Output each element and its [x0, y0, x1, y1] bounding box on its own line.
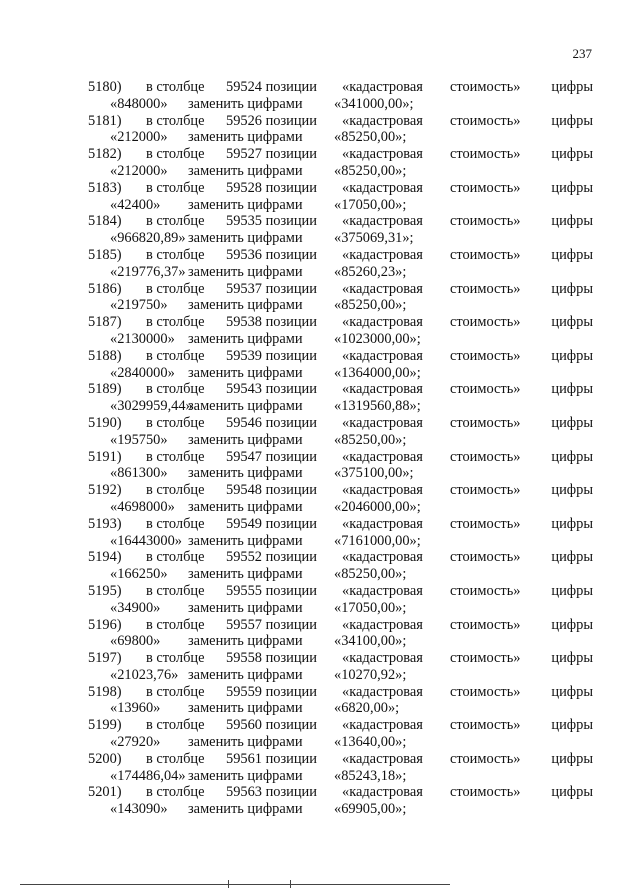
- digits-word: цифры: [551, 347, 593, 364]
- entry-line2: [88, 297, 593, 314]
- amendment-entry: [88, 684, 593, 718]
- old-value: «34900»: [110, 599, 161, 616]
- column-word: в столбце: [146, 683, 205, 700]
- new-value: «34100,00»;: [334, 633, 407, 650]
- cost-word: стоимость»: [450, 280, 521, 297]
- cost-word: стоимость»: [450, 650, 521, 667]
- amendment-entry: [88, 79, 593, 113]
- cadastral-word: «кадастровая: [342, 750, 423, 767]
- entry-line1: [88, 381, 593, 398]
- position-code: 59563 позиции: [226, 784, 317, 801]
- entry-line2: [88, 197, 593, 214]
- old-value: «212000»: [110, 129, 168, 146]
- new-value: «85250,00»;: [334, 129, 407, 146]
- entry-number: 5196): [88, 616, 122, 633]
- digits-word: цифры: [551, 280, 593, 297]
- cadastral-word: «кадастровая: [342, 314, 423, 331]
- new-value: «13640,00»;: [334, 734, 407, 751]
- replace-phrase: заменить цифрами: [188, 599, 303, 616]
- entry-number: 5184): [88, 213, 122, 230]
- new-value: «85250,00»;: [334, 297, 407, 314]
- entry-number: 5188): [88, 347, 122, 364]
- replace-phrase: заменить цифрами: [188, 297, 303, 314]
- new-value: «375100,00»;: [334, 465, 414, 482]
- digits-word: цифры: [551, 784, 593, 801]
- entry-line1: [88, 348, 593, 365]
- replace-phrase: заменить цифрами: [188, 767, 303, 784]
- entry-line1: [88, 650, 593, 667]
- position-code: 59555 позиции: [226, 582, 317, 599]
- old-value: «219750»: [110, 297, 168, 314]
- digits-word: цифры: [551, 482, 593, 499]
- column-word: в столбце: [146, 750, 205, 767]
- old-value: «861300»: [110, 465, 168, 482]
- cadastral-word: «кадастровая: [342, 280, 423, 297]
- replace-phrase: заменить цифрами: [188, 398, 303, 415]
- replace-phrase: заменить цифрами: [188, 465, 303, 482]
- entry-number: 5190): [88, 414, 122, 431]
- amendment-entry: [88, 449, 593, 483]
- cadastral-word: «кадастровая: [342, 683, 423, 700]
- column-word: в столбце: [146, 146, 205, 163]
- amendment-entry: [88, 583, 593, 617]
- position-code: 59535 позиции: [226, 213, 317, 230]
- entry-number: 5200): [88, 750, 122, 767]
- cadastral-word: «кадастровая: [342, 515, 423, 532]
- cost-word: стоимость»: [450, 347, 521, 364]
- column-word: в столбце: [146, 381, 205, 398]
- position-code: 59557 позиции: [226, 616, 317, 633]
- cost-word: стоимость»: [450, 683, 521, 700]
- entry-line1: [88, 281, 593, 298]
- entry-number: 5191): [88, 448, 122, 465]
- old-value: «195750»: [110, 431, 168, 448]
- column-word: в столбце: [146, 549, 205, 566]
- cost-word: стоимость»: [450, 414, 521, 431]
- column-word: в столбце: [146, 280, 205, 297]
- old-value: «848000»: [110, 95, 168, 112]
- amendment-entry: [88, 281, 593, 315]
- amendment-entry: [88, 415, 593, 449]
- entry-line1: [88, 482, 593, 499]
- position-code: 59561 позиции: [226, 750, 317, 767]
- replace-phrase: заменить цифрами: [188, 700, 303, 717]
- entry-line2: [88, 163, 593, 180]
- replace-phrase: заменить цифрами: [188, 95, 303, 112]
- column-word: в столбце: [146, 784, 205, 801]
- column-word: в столбце: [146, 347, 205, 364]
- column-word: в столбце: [146, 179, 205, 196]
- digits-word: цифры: [551, 582, 593, 599]
- entry-line1: [88, 549, 593, 566]
- amendment-entry: [88, 516, 593, 550]
- new-value: «10270,92»;: [334, 666, 407, 683]
- old-value: «42400»: [110, 196, 161, 213]
- new-value: «6820,00»;: [334, 700, 400, 717]
- amendment-entry: [88, 549, 593, 583]
- old-value: «13960»: [110, 700, 161, 717]
- entry-line2: [88, 566, 593, 583]
- entry-line1: [88, 751, 593, 768]
- digits-word: цифры: [551, 314, 593, 331]
- amendment-entry: [88, 146, 593, 180]
- entry-line1: [88, 583, 593, 600]
- position-code: 59547 позиции: [226, 448, 317, 465]
- amendment-list: [88, 79, 593, 818]
- amendment-entry: [88, 348, 593, 382]
- position-code: 59527 позиции: [226, 146, 317, 163]
- entry-line1: [88, 684, 593, 701]
- entry-line2: [88, 633, 593, 650]
- position-code: 59548 позиции: [226, 482, 317, 499]
- cadastral-word: «кадастровая: [342, 482, 423, 499]
- cost-word: стоимость»: [450, 482, 521, 499]
- replace-phrase: заменить цифрами: [188, 801, 303, 818]
- cost-word: стоимость»: [450, 515, 521, 532]
- entry-line2: [88, 499, 593, 516]
- cost-word: стоимость»: [450, 448, 521, 465]
- entry-line2: [88, 432, 593, 449]
- amendment-entry: [88, 247, 593, 281]
- cadastral-word: «кадастровая: [342, 79, 423, 95]
- new-value: «17050,00»;: [334, 196, 407, 213]
- entry-number: 5194): [88, 549, 122, 566]
- cadastral-word: «кадастровая: [342, 616, 423, 633]
- column-word: в столбце: [146, 246, 205, 263]
- entry-line1: [88, 449, 593, 466]
- new-value: «85250,00»;: [334, 162, 407, 179]
- replace-phrase: заменить цифрами: [188, 330, 303, 347]
- column-word: в столбце: [146, 79, 205, 95]
- entry-line2: [88, 398, 593, 415]
- position-code: 59536 позиции: [226, 246, 317, 263]
- old-value: «3029959,44»: [110, 398, 193, 415]
- entry-line1: [88, 247, 593, 264]
- cadastral-word: «кадастровая: [342, 112, 423, 129]
- replace-phrase: заменить цифрами: [188, 532, 303, 549]
- cost-word: стоимость»: [450, 784, 521, 801]
- cadastral-word: «кадастровая: [342, 146, 423, 163]
- digits-word: цифры: [551, 448, 593, 465]
- cost-word: стоимость»: [450, 179, 521, 196]
- entry-line2: [88, 465, 593, 482]
- cadastral-word: «кадастровая: [342, 414, 423, 431]
- entry-number: 5186): [88, 280, 122, 297]
- digits-word: цифры: [551, 213, 593, 230]
- entry-line2: [88, 600, 593, 617]
- cost-word: стоимость»: [450, 146, 521, 163]
- digits-word: цифры: [551, 616, 593, 633]
- old-value: «69800»: [110, 633, 161, 650]
- new-value: «85243,18»;: [334, 767, 407, 784]
- entry-line1: [88, 314, 593, 331]
- replace-phrase: заменить цифрами: [188, 230, 303, 247]
- cost-word: стоимость»: [450, 381, 521, 398]
- new-value: «69905,00»;: [334, 801, 407, 818]
- column-word: в столбце: [146, 213, 205, 230]
- position-code: 59559 позиции: [226, 683, 317, 700]
- entry-number: 5193): [88, 515, 122, 532]
- old-value: «16443000»: [110, 532, 182, 549]
- cadastral-word: «кадастровая: [342, 549, 423, 566]
- entry-line1: [88, 415, 593, 432]
- replace-phrase: заменить цифрами: [188, 734, 303, 751]
- new-value: «85250,00»;: [334, 566, 407, 583]
- entry-line1: [88, 516, 593, 533]
- entry-number: 5197): [88, 650, 122, 667]
- cadastral-word: «кадастровая: [342, 381, 423, 398]
- column-word: в столбце: [146, 448, 205, 465]
- replace-phrase: заменить цифрами: [188, 431, 303, 448]
- amendment-entry: [88, 314, 593, 348]
- entry-line2: [88, 129, 593, 146]
- entry-line1: [88, 79, 593, 96]
- entry-line2: [88, 230, 593, 247]
- old-value: «219776,37»: [110, 263, 186, 280]
- cadastral-word: «кадастровая: [342, 246, 423, 263]
- amendment-entry: [88, 784, 593, 818]
- cost-word: стоимость»: [450, 246, 521, 263]
- digits-word: цифры: [551, 79, 593, 95]
- bottom-rule-tick: [290, 880, 291, 888]
- cadastral-word: «кадастровая: [342, 347, 423, 364]
- digits-word: цифры: [551, 179, 593, 196]
- cost-word: стоимость»: [450, 112, 521, 129]
- entry-number: 5189): [88, 381, 122, 398]
- amendment-entry: [88, 650, 593, 684]
- entry-line2: [88, 533, 593, 550]
- digits-word: цифры: [551, 515, 593, 532]
- new-value: «85260,23»;: [334, 263, 407, 280]
- column-word: в столбце: [146, 616, 205, 633]
- new-value: «7161000,00»;: [334, 532, 421, 549]
- digits-word: цифры: [551, 246, 593, 263]
- column-word: в столбце: [146, 650, 205, 667]
- entry-line2: [88, 365, 593, 382]
- cost-word: стоимость»: [450, 213, 521, 230]
- entry-line1: [88, 717, 593, 734]
- amendment-entry: [88, 381, 593, 415]
- cost-word: стоимость»: [450, 314, 521, 331]
- entry-number: 5187): [88, 314, 122, 331]
- replace-phrase: заменить цифрами: [188, 364, 303, 381]
- digits-word: цифры: [551, 650, 593, 667]
- column-word: в столбце: [146, 414, 205, 431]
- entry-line2: [88, 96, 593, 113]
- new-value: «375069,31»;: [334, 230, 414, 247]
- column-word: в столбце: [146, 314, 205, 331]
- old-value: «27920»: [110, 734, 161, 751]
- amendment-entry: [88, 617, 593, 651]
- bottom-rule: [20, 884, 450, 885]
- entry-number: 5180): [88, 79, 122, 95]
- replace-phrase: заменить цифрами: [188, 263, 303, 280]
- amendment-entry: [88, 482, 593, 516]
- entry-number: 5185): [88, 246, 122, 263]
- column-word: в столбце: [146, 112, 205, 129]
- entry-line1: [88, 113, 593, 130]
- position-code: 59543 позиции: [226, 381, 317, 398]
- replace-phrase: заменить цифрами: [188, 129, 303, 146]
- digits-word: цифры: [551, 381, 593, 398]
- position-code: 59558 позиции: [226, 650, 317, 667]
- entry-line1: [88, 180, 593, 197]
- entry-number: 5199): [88, 717, 122, 734]
- digits-word: цифры: [551, 112, 593, 129]
- entry-line1: [88, 146, 593, 163]
- replace-phrase: заменить цифрами: [188, 566, 303, 583]
- entry-line2: [88, 700, 593, 717]
- position-code: 59537 позиции: [226, 280, 317, 297]
- entry-line1: [88, 784, 593, 801]
- new-value: «85250,00»;: [334, 431, 407, 448]
- old-value: «174486,04»: [110, 767, 186, 784]
- entry-number: 5181): [88, 112, 122, 129]
- new-value: «1319560,88»;: [334, 398, 421, 415]
- position-code: 59526 позиции: [226, 112, 317, 129]
- entry-number: 5182): [88, 146, 122, 163]
- amendment-entry: [88, 180, 593, 214]
- new-value: «17050,00»;: [334, 599, 407, 616]
- new-value: «1364000,00»;: [334, 364, 421, 381]
- old-value: «4698000»: [110, 498, 175, 515]
- entry-line1: [88, 617, 593, 634]
- old-value: «212000»: [110, 162, 168, 179]
- new-value: «341000,00»;: [334, 95, 414, 112]
- cadastral-word: «кадастровая: [342, 582, 423, 599]
- bottom-rule-tick: [228, 880, 229, 888]
- position-code: 59552 позиции: [226, 549, 317, 566]
- cost-word: стоимость»: [450, 750, 521, 767]
- position-code: 59528 позиции: [226, 179, 317, 196]
- amendment-entry: [88, 751, 593, 785]
- cost-word: стоимость»: [450, 582, 521, 599]
- old-value: «2130000»: [110, 330, 175, 347]
- entry-number: 5198): [88, 683, 122, 700]
- position-code: 59524 позиции: [226, 79, 317, 95]
- old-value: «966820,89»: [110, 230, 186, 247]
- entry-line2: [88, 331, 593, 348]
- digits-word: цифры: [551, 683, 593, 700]
- digits-word: цифры: [551, 750, 593, 767]
- digits-word: цифры: [551, 717, 593, 734]
- old-value: «143090»: [110, 801, 168, 818]
- new-value: «1023000,00»;: [334, 330, 421, 347]
- entry-line2: [88, 801, 593, 818]
- cadastral-word: «кадастровая: [342, 448, 423, 465]
- cadastral-word: «кадастровая: [342, 213, 423, 230]
- replace-phrase: заменить цифрами: [188, 633, 303, 650]
- column-word: в столбце: [146, 582, 205, 599]
- cost-word: стоимость»: [450, 616, 521, 633]
- column-word: в столбце: [146, 482, 205, 499]
- amendment-entry: [88, 113, 593, 147]
- entry-number: 5192): [88, 482, 122, 499]
- cadastral-word: «кадастровая: [342, 784, 423, 801]
- cost-word: стоимость»: [450, 549, 521, 566]
- entry-line2: [88, 734, 593, 751]
- position-code: 59539 позиции: [226, 347, 317, 364]
- cadastral-word: «кадастровая: [342, 179, 423, 196]
- digits-word: цифры: [551, 549, 593, 566]
- old-value: «166250»: [110, 566, 168, 583]
- position-code: 59546 позиции: [226, 414, 317, 431]
- replace-phrase: заменить цифрами: [188, 162, 303, 179]
- page-number: 237: [572, 46, 592, 61]
- cost-word: стоимость»: [450, 79, 521, 95]
- new-value: «2046000,00»;: [334, 498, 421, 515]
- digits-word: цифры: [551, 146, 593, 163]
- column-word: в столбце: [146, 515, 205, 532]
- old-value: «2840000»: [110, 364, 175, 381]
- column-word: в столбце: [146, 717, 205, 734]
- position-code: 59549 позиции: [226, 515, 317, 532]
- position-code: 59560 позиции: [226, 717, 317, 734]
- entry-line2: [88, 264, 593, 281]
- entry-number: 5183): [88, 179, 122, 196]
- replace-phrase: заменить цифрами: [188, 666, 303, 683]
- cost-word: стоимость»: [450, 717, 521, 734]
- entry-line2: [88, 768, 593, 785]
- entry-number: 5195): [88, 582, 122, 599]
- old-value: «21023,76»: [110, 666, 179, 683]
- position-code: 59538 позиции: [226, 314, 317, 331]
- digits-word: цифры: [551, 414, 593, 431]
- entry-number: 5201): [88, 784, 122, 801]
- cadastral-word: «кадастровая: [342, 717, 423, 734]
- replace-phrase: заменить цифрами: [188, 196, 303, 213]
- amendment-entry: [88, 213, 593, 247]
- replace-phrase: заменить цифрами: [188, 498, 303, 515]
- amendment-entry: [88, 717, 593, 751]
- cadastral-word: «кадастровая: [342, 650, 423, 667]
- entry-line2: [88, 667, 593, 684]
- entry-line1: [88, 213, 593, 230]
